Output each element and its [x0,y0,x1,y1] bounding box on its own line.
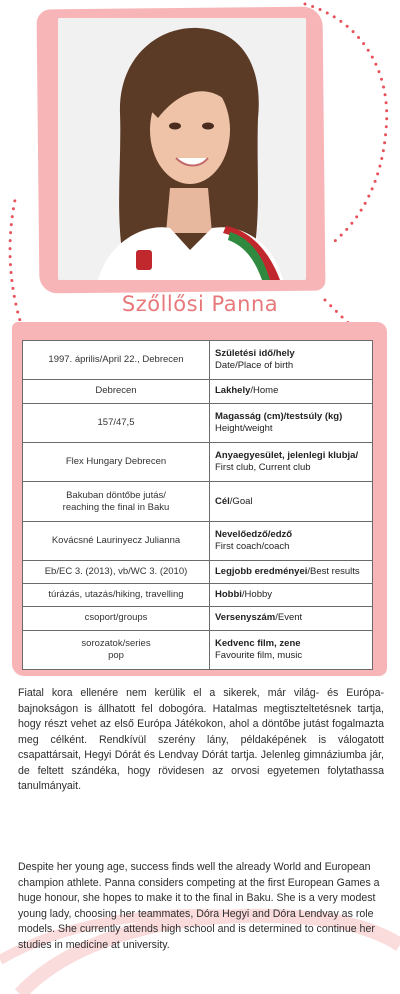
info-label-hu: Lakhely [215,385,251,397]
bio-hungarian: Fiatal kora ellenére nem kerülik el a sikerek, már világ- és Európa-bajnokságon is állhatott fel dobogóra. Hatalmas megtiszteltetésnek tartja, hogy részt vehet az első Európa Játékokon, ahol a döntőbe jutást fogalmazta meg célként. Rendkívül szerény lány, példaképének is válogatott csapattársait, Hegyi Dórát és Lendvay Dórát tartja. Jelenleg gimnáziumba jár, de feltett szándéka, hogy rövidesen az orvosi egyetemen folytathassa tanulmányait. [18,687,384,792]
info-label-en: First coach/coach [215,541,290,552]
info-row [23,341,373,380]
info-row [23,521,373,560]
info-row [23,380,373,403]
info-label-hu: Hobbi [215,589,242,601]
info-value: Debrecen [23,380,210,403]
info-label-hu: Cél [215,495,230,507]
info-label [210,521,373,560]
info-label-hu: Anyaegyesület, jelenlegi klubja/ [215,450,359,462]
info-value: sorozatok/series pop [23,630,210,669]
athlete-info-table [22,340,373,670]
info-label-hu: Nevelőedző/edző [215,529,293,540]
info-value: Eb/EC 3. (2013), vb/WC 3. (2010) [23,561,210,584]
info-label-en: /Home [250,385,279,397]
info-label-en: Height/weight [215,422,273,434]
info-row [23,630,373,669]
info-label-en: /Best results [307,566,360,578]
info-label [210,442,373,481]
info-value: túrázás, utazás/hiking, travelling [23,584,210,607]
info-label-hu: Versenyszám [215,612,276,624]
info-label [210,630,373,669]
info-value: Flex Hungary Debrecen [23,442,210,481]
athlete-photo [58,18,306,280]
info-label-en: /Event [275,612,303,624]
info-value: Bakuban döntőbe jutás/ reaching the final in Baku [23,482,210,521]
bio-english: Despite her young age, success finds well the already World and European champion athlete. Panna considers competing at the first European Games a huge honour, she hopes to make it to the final in Baku. She is a very modest young lady, choosing her teammates, Dóra Hegyi and Dóra Lendvay as role models. She currently attends high school and is determined to continue her studies in medicine at university. [18,861,380,951]
info-label-en: /Hobby [241,589,273,601]
info-label [210,584,373,607]
info-row [23,607,373,630]
info-label [210,482,373,521]
info-label-hu: Születési idő/hely [215,348,295,360]
info-row [23,403,373,442]
info-value: 157/47,5 [23,403,210,442]
info-value: Kovácsné Laurinyecz Julianna [23,521,210,560]
athlete-name: Szőllősi Panna [121,292,279,316]
info-label [210,561,373,584]
info-row [23,442,373,481]
info-value: 1997. április/April 22., Debrecen [23,341,210,380]
info-label-hu: Magasság (cm)/testsúly (kg) [215,410,343,422]
info-label [210,380,373,403]
info-label-en: Date/Place of birth [215,360,294,372]
info-label [210,403,373,442]
info-label-en: First club, Current club [215,462,311,474]
info-row [23,584,373,607]
info-label [210,341,373,380]
info-label-en: Favourite film, music [215,649,303,661]
info-label-en: /Goal [229,495,253,507]
info-value: csoport/groups [23,607,210,630]
athlete-portrait-illustration [58,18,306,280]
info-label-hu: Legjobb eredményei [215,566,308,578]
info-label [210,607,373,630]
info-row [23,482,373,521]
info-label-hu: Kedvenc film, zene [215,637,301,649]
info-row [23,561,373,584]
